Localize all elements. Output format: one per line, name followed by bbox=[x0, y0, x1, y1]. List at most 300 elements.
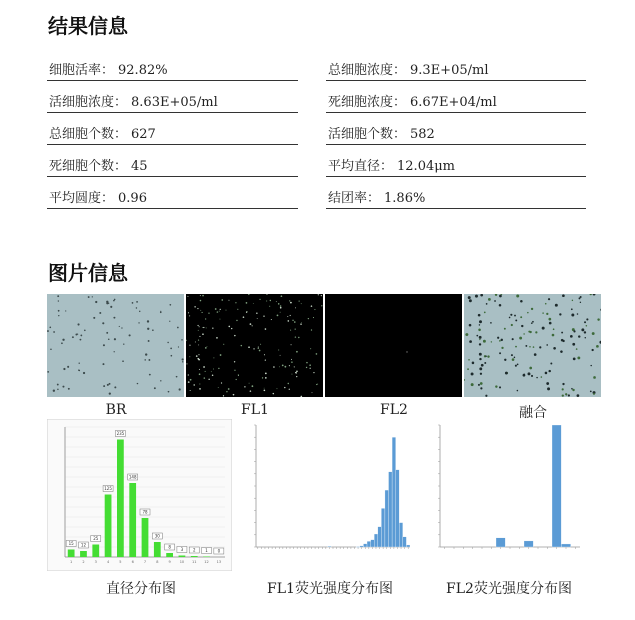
result-value: 9.3E+05/ml bbox=[410, 63, 489, 78]
fluor-dot bbox=[199, 383, 200, 384]
fluor-dot bbox=[260, 344, 261, 345]
fluor-dot bbox=[199, 388, 201, 390]
bar bbox=[496, 538, 505, 547]
cell-dot bbox=[542, 327, 545, 330]
fluor-dot bbox=[284, 366, 286, 368]
cell-dot bbox=[520, 316, 522, 318]
cell-dot bbox=[469, 340, 472, 343]
cell-dot bbox=[182, 361, 183, 362]
cell-dot bbox=[119, 326, 120, 327]
fluor-dot bbox=[203, 366, 205, 368]
cell-dot bbox=[78, 369, 80, 371]
fluor-dot bbox=[259, 350, 261, 352]
fluor-dot bbox=[289, 389, 290, 390]
cell-dot bbox=[499, 352, 501, 354]
bar bbox=[92, 545, 99, 558]
cell-dot bbox=[545, 372, 548, 375]
data-label: 3 bbox=[180, 547, 184, 553]
fluor-dot bbox=[296, 376, 297, 377]
fluor-dot bbox=[216, 337, 218, 339]
result-value: 8.63E+05/ml bbox=[131, 95, 218, 110]
fluor-dot bbox=[258, 348, 259, 349]
cell-dot bbox=[546, 313, 548, 315]
fluor-dot bbox=[203, 327, 204, 328]
cell-dot bbox=[485, 395, 487, 397]
x-tick-label: 9 bbox=[168, 560, 171, 564]
cell-dot bbox=[169, 321, 170, 322]
cell-dot bbox=[114, 338, 116, 340]
cell-dot bbox=[109, 392, 111, 394]
bar bbox=[552, 425, 561, 547]
bar bbox=[154, 542, 161, 557]
cell-dot bbox=[475, 295, 478, 298]
fluor-dot bbox=[279, 366, 280, 367]
fluor-dot bbox=[288, 383, 289, 384]
cell-dot bbox=[542, 312, 543, 313]
fluor-dot bbox=[221, 299, 223, 301]
fluor-dot bbox=[205, 318, 206, 319]
cell-dot bbox=[147, 328, 149, 330]
cell-dot bbox=[577, 394, 580, 397]
cell-dot bbox=[149, 374, 151, 376]
cell-dot bbox=[501, 347, 503, 349]
cell-dot bbox=[516, 294, 519, 297]
fluor-dot bbox=[219, 311, 220, 312]
cell-dot bbox=[573, 330, 575, 332]
fluor-dot bbox=[188, 381, 190, 383]
cell-dot bbox=[83, 372, 85, 374]
x-tick-label: 5 bbox=[119, 560, 122, 564]
cell-dot bbox=[47, 371, 49, 373]
cell-dot bbox=[62, 339, 64, 341]
data-label: 12 bbox=[80, 542, 87, 548]
cell-dot bbox=[571, 388, 573, 390]
cell-dot bbox=[561, 332, 563, 334]
result-value: 92.82% bbox=[118, 63, 168, 78]
fluor-dot bbox=[228, 388, 230, 390]
fluor-dot bbox=[291, 344, 292, 345]
cell-dot bbox=[68, 388, 70, 390]
fluor-dot bbox=[190, 379, 192, 381]
image-caption-merged: 融合 bbox=[519, 405, 547, 421]
result-value: 6.67E+04/ml bbox=[410, 95, 497, 110]
fluor-dot bbox=[220, 309, 221, 310]
cell-dot bbox=[504, 328, 506, 330]
cell-dot bbox=[517, 390, 519, 392]
cell-dot bbox=[596, 345, 599, 348]
fluor-dot bbox=[313, 372, 314, 373]
cell-dot bbox=[597, 318, 599, 320]
cell-dot bbox=[550, 362, 552, 364]
cell-dot bbox=[573, 358, 576, 361]
cell-dot bbox=[491, 341, 492, 342]
image-caption-br: BR bbox=[105, 402, 127, 418]
x-tick-label: 13 bbox=[216, 560, 222, 564]
cell-dot bbox=[103, 385, 105, 387]
result-item bbox=[47, 94, 298, 113]
cell-dot bbox=[67, 366, 69, 368]
fluor-dot bbox=[200, 295, 201, 296]
cell-dot bbox=[479, 343, 481, 345]
result-label: 细胞活率： bbox=[49, 63, 115, 78]
result-label: 活细胞浓度： bbox=[49, 95, 128, 110]
result-label: 结团率： bbox=[328, 191, 381, 206]
fluor-dot bbox=[234, 370, 235, 371]
fluor-dot bbox=[252, 325, 253, 326]
bar bbox=[367, 541, 371, 547]
fl2-image bbox=[325, 294, 462, 397]
cell-dot bbox=[488, 298, 491, 301]
cell-dot bbox=[471, 372, 474, 375]
fluor-dot bbox=[199, 369, 200, 370]
cell-dot bbox=[479, 324, 481, 326]
cell-dot bbox=[562, 388, 564, 390]
cell-dot bbox=[480, 373, 482, 375]
image-caption-fl1: FL1 bbox=[241, 402, 269, 418]
fluor-dot bbox=[188, 312, 189, 313]
bar bbox=[203, 557, 210, 558]
fluor-dot bbox=[212, 328, 213, 329]
x-tick-label: 2 bbox=[82, 560, 85, 564]
cell-dot bbox=[565, 393, 567, 395]
cell-dot bbox=[572, 389, 574, 391]
bar bbox=[392, 437, 396, 547]
fluor-dot bbox=[265, 359, 266, 360]
cell-dot bbox=[121, 327, 122, 328]
bar bbox=[374, 534, 378, 547]
cell-dot bbox=[160, 380, 161, 381]
fluor-dot bbox=[262, 377, 263, 378]
cell-dot bbox=[531, 322, 533, 324]
cell-dot bbox=[479, 367, 482, 370]
fluor-dot bbox=[238, 374, 239, 375]
result-label: 死细胞个数： bbox=[49, 159, 128, 174]
cell-dot bbox=[479, 320, 482, 323]
fluor-dot bbox=[253, 303, 254, 304]
cell-dot bbox=[527, 372, 530, 375]
cell-dot bbox=[476, 335, 478, 337]
fluor-dot bbox=[198, 330, 199, 331]
cell-dot bbox=[138, 322, 139, 323]
x-tick-label: 4 bbox=[106, 560, 110, 564]
fluor-dot bbox=[273, 393, 274, 394]
result-item bbox=[47, 190, 298, 209]
bar bbox=[406, 545, 410, 547]
cell-dot bbox=[465, 333, 468, 336]
results-section-title: 结果信息 bbox=[48, 14, 128, 38]
cell-dot bbox=[511, 354, 513, 356]
fluor-dot bbox=[189, 345, 190, 346]
cell-dot bbox=[79, 363, 80, 364]
fluor-dot bbox=[301, 322, 302, 323]
bar bbox=[396, 470, 400, 547]
cell-dot bbox=[517, 363, 519, 365]
fluor-dot bbox=[226, 310, 227, 311]
cell-dot bbox=[110, 306, 112, 308]
fluor-dot bbox=[189, 315, 190, 316]
cell-dot bbox=[579, 297, 581, 299]
cell-dot bbox=[167, 342, 168, 343]
fluor-dot bbox=[306, 362, 308, 364]
fluor-dot bbox=[249, 383, 250, 384]
bar bbox=[360, 546, 364, 547]
fluor-dot bbox=[188, 374, 189, 375]
fluor-dot bbox=[310, 368, 311, 369]
cell-dot bbox=[114, 386, 116, 388]
fluor-dot bbox=[237, 309, 238, 310]
cell-dot bbox=[577, 313, 579, 315]
fluor-dot bbox=[200, 310, 201, 311]
fluor-dot bbox=[271, 319, 272, 320]
cell-dot bbox=[80, 335, 82, 337]
fluor-dot bbox=[186, 363, 187, 364]
cell-dot bbox=[585, 337, 586, 338]
fluor-dot bbox=[220, 354, 222, 356]
cell-dot bbox=[509, 317, 511, 319]
cell-dot bbox=[552, 334, 555, 337]
cell-dot bbox=[548, 370, 550, 372]
cell-dot bbox=[586, 325, 588, 327]
bar bbox=[389, 472, 393, 547]
fluor-dot bbox=[221, 382, 222, 383]
cell-dot bbox=[107, 384, 109, 386]
chart-caption-fl2: FL2荧光强度分布图 bbox=[446, 581, 572, 597]
diameter-histogram bbox=[47, 419, 232, 571]
fluor-dot bbox=[208, 313, 209, 314]
fluor-dot bbox=[321, 295, 322, 296]
fluor-dot bbox=[252, 385, 254, 387]
cell-dot bbox=[50, 349, 52, 351]
bar bbox=[371, 540, 375, 547]
bar bbox=[356, 547, 360, 548]
cell-dot bbox=[182, 358, 184, 360]
data-label: 148 bbox=[128, 474, 137, 480]
result-label: 平均直径： bbox=[328, 159, 394, 174]
cell-dot bbox=[559, 313, 561, 315]
cell-dot bbox=[77, 334, 78, 335]
cell-dot bbox=[177, 327, 179, 329]
fluor-dot bbox=[187, 296, 188, 297]
cell-dot bbox=[512, 358, 515, 361]
cell-dot bbox=[581, 328, 584, 331]
fluor-dot bbox=[294, 366, 295, 367]
cell-dot bbox=[479, 353, 482, 356]
cell-dot bbox=[547, 387, 550, 390]
fluor-dot bbox=[218, 387, 219, 388]
fluor-dot bbox=[290, 330, 291, 331]
cell-dot bbox=[546, 344, 548, 346]
fluor-dot bbox=[289, 365, 290, 366]
fluor-dot bbox=[200, 300, 202, 302]
fluor-dot bbox=[196, 355, 198, 357]
bar bbox=[117, 440, 124, 558]
cell-dot bbox=[148, 340, 150, 342]
cell-dot bbox=[160, 312, 162, 314]
cell-dot bbox=[136, 301, 138, 303]
fl1-histogram bbox=[244, 419, 416, 571]
cell-dot bbox=[145, 353, 147, 355]
cell-dot bbox=[47, 330, 49, 332]
cell-dot bbox=[505, 372, 508, 375]
cell-dot bbox=[571, 308, 573, 310]
cell-dot bbox=[148, 359, 150, 361]
fluor-dot bbox=[235, 302, 236, 303]
cell-dot bbox=[523, 333, 524, 334]
fluor-dot bbox=[296, 370, 298, 372]
fluor-dot bbox=[199, 373, 201, 375]
fluor-dot bbox=[199, 336, 200, 337]
cell-dot bbox=[580, 302, 581, 303]
cell-dot bbox=[536, 377, 537, 378]
fluor-dot bbox=[290, 302, 292, 304]
cell-dot bbox=[591, 349, 593, 351]
fluor-dot bbox=[244, 386, 245, 387]
cell-dot bbox=[478, 314, 481, 317]
cell-dot bbox=[531, 308, 533, 310]
fluor-dot bbox=[202, 333, 204, 335]
cell-dot bbox=[562, 383, 564, 385]
fluor-dot bbox=[250, 390, 252, 392]
cell-dot bbox=[590, 390, 592, 392]
data-label: 2 bbox=[192, 547, 196, 553]
x-tick-label: 8 bbox=[156, 560, 159, 564]
fluor-dot bbox=[284, 387, 285, 388]
x-tick-label: 3 bbox=[94, 560, 97, 564]
cell-dot bbox=[467, 368, 469, 370]
cell-dot bbox=[176, 376, 178, 378]
cell-dot bbox=[533, 346, 535, 348]
cell-dot bbox=[178, 346, 179, 347]
cell-dot bbox=[479, 336, 482, 339]
result-value: 582 bbox=[410, 127, 435, 142]
fluor-dot bbox=[264, 388, 265, 389]
fl2-histogram bbox=[428, 419, 586, 571]
cell-dot bbox=[171, 355, 173, 357]
result-label: 总细胞浓度： bbox=[328, 63, 407, 78]
data-label: 0 bbox=[217, 548, 221, 554]
cell-dot bbox=[58, 300, 59, 301]
merged-image bbox=[464, 294, 601, 397]
fluor-dot bbox=[207, 346, 208, 347]
cell-dot bbox=[479, 358, 481, 360]
fluor-dot bbox=[199, 326, 200, 327]
fluor-dot bbox=[217, 311, 218, 312]
cell-dot bbox=[479, 339, 480, 340]
cell-dot bbox=[93, 317, 95, 319]
fluor-dot bbox=[296, 351, 298, 353]
cell-dot bbox=[478, 329, 481, 332]
result-label: 平均圆度： bbox=[49, 191, 115, 206]
cell-dot bbox=[468, 359, 470, 361]
cell-dot bbox=[572, 343, 575, 346]
cell-dot bbox=[144, 359, 146, 361]
data-label: 25 bbox=[93, 536, 99, 542]
fluor-dot bbox=[295, 329, 296, 330]
cell-dot bbox=[480, 382, 483, 385]
fluor-dot bbox=[310, 348, 311, 349]
data-label: 125 bbox=[104, 486, 112, 492]
fluor-dot bbox=[223, 344, 224, 345]
fluor-dot bbox=[291, 361, 293, 363]
fluor-dot bbox=[263, 315, 264, 316]
cell-dot bbox=[528, 331, 530, 333]
cell-dot bbox=[546, 382, 549, 385]
bar bbox=[378, 527, 382, 547]
cell-dot bbox=[515, 365, 517, 367]
cell-dot bbox=[469, 299, 472, 302]
cell-dot bbox=[113, 300, 115, 302]
fluor-dot bbox=[280, 355, 281, 356]
fluor-dot bbox=[264, 354, 265, 355]
fluor-dot bbox=[198, 354, 199, 355]
cell-dot bbox=[472, 362, 475, 365]
cell-dot bbox=[590, 365, 591, 366]
bar bbox=[129, 483, 136, 557]
bar bbox=[328, 546, 332, 547]
cell-dot bbox=[99, 312, 101, 314]
cell-dot bbox=[576, 348, 578, 350]
fluor-dot bbox=[236, 379, 237, 380]
cell-dot bbox=[49, 327, 51, 329]
cell-dot bbox=[483, 340, 486, 343]
fluor-dot bbox=[264, 389, 266, 391]
result-item bbox=[47, 158, 298, 177]
cell-dot bbox=[481, 364, 484, 367]
fluor-dot bbox=[290, 315, 291, 316]
fluor-dot bbox=[276, 301, 277, 302]
cell-dot bbox=[562, 394, 564, 396]
cell-dot bbox=[525, 345, 527, 347]
cell-dot bbox=[523, 374, 525, 376]
fluor-dot bbox=[280, 305, 282, 307]
result-value: 45 bbox=[131, 159, 148, 174]
fluor-dot bbox=[212, 374, 214, 376]
fluor-dot bbox=[296, 373, 297, 374]
x-tick-label: 10 bbox=[179, 560, 185, 564]
fluor-dot bbox=[246, 302, 248, 304]
cell-dot bbox=[106, 332, 108, 334]
cell-dot bbox=[469, 324, 472, 327]
cell-dot bbox=[106, 301, 108, 303]
cell-dot bbox=[527, 312, 529, 314]
cell-dot bbox=[72, 336, 74, 338]
fluor-dot bbox=[198, 345, 199, 346]
fluor-dot bbox=[202, 295, 204, 297]
cell-dot bbox=[129, 334, 131, 336]
fluor-dot bbox=[218, 368, 219, 369]
data-label: 1 bbox=[205, 548, 208, 554]
fluor-dot bbox=[211, 371, 212, 372]
fluor-dot bbox=[269, 306, 270, 307]
fluor-dot bbox=[243, 316, 245, 318]
cell-dot bbox=[501, 339, 503, 341]
fluor-dot bbox=[265, 373, 267, 375]
bar bbox=[385, 490, 389, 547]
fluor-dot bbox=[295, 307, 296, 308]
fluor-dot bbox=[291, 374, 292, 375]
cell-dot bbox=[539, 346, 541, 348]
fluor-dot bbox=[270, 300, 271, 301]
cell-dot bbox=[514, 357, 516, 359]
fluor-dot bbox=[266, 300, 267, 301]
cell-dot bbox=[490, 322, 492, 324]
result-item bbox=[326, 190, 586, 209]
cell-dot bbox=[181, 339, 182, 340]
fluor-dot bbox=[236, 320, 237, 321]
cell-dot bbox=[77, 323, 79, 325]
cell-dot bbox=[514, 315, 516, 317]
cell-dot bbox=[553, 328, 555, 330]
